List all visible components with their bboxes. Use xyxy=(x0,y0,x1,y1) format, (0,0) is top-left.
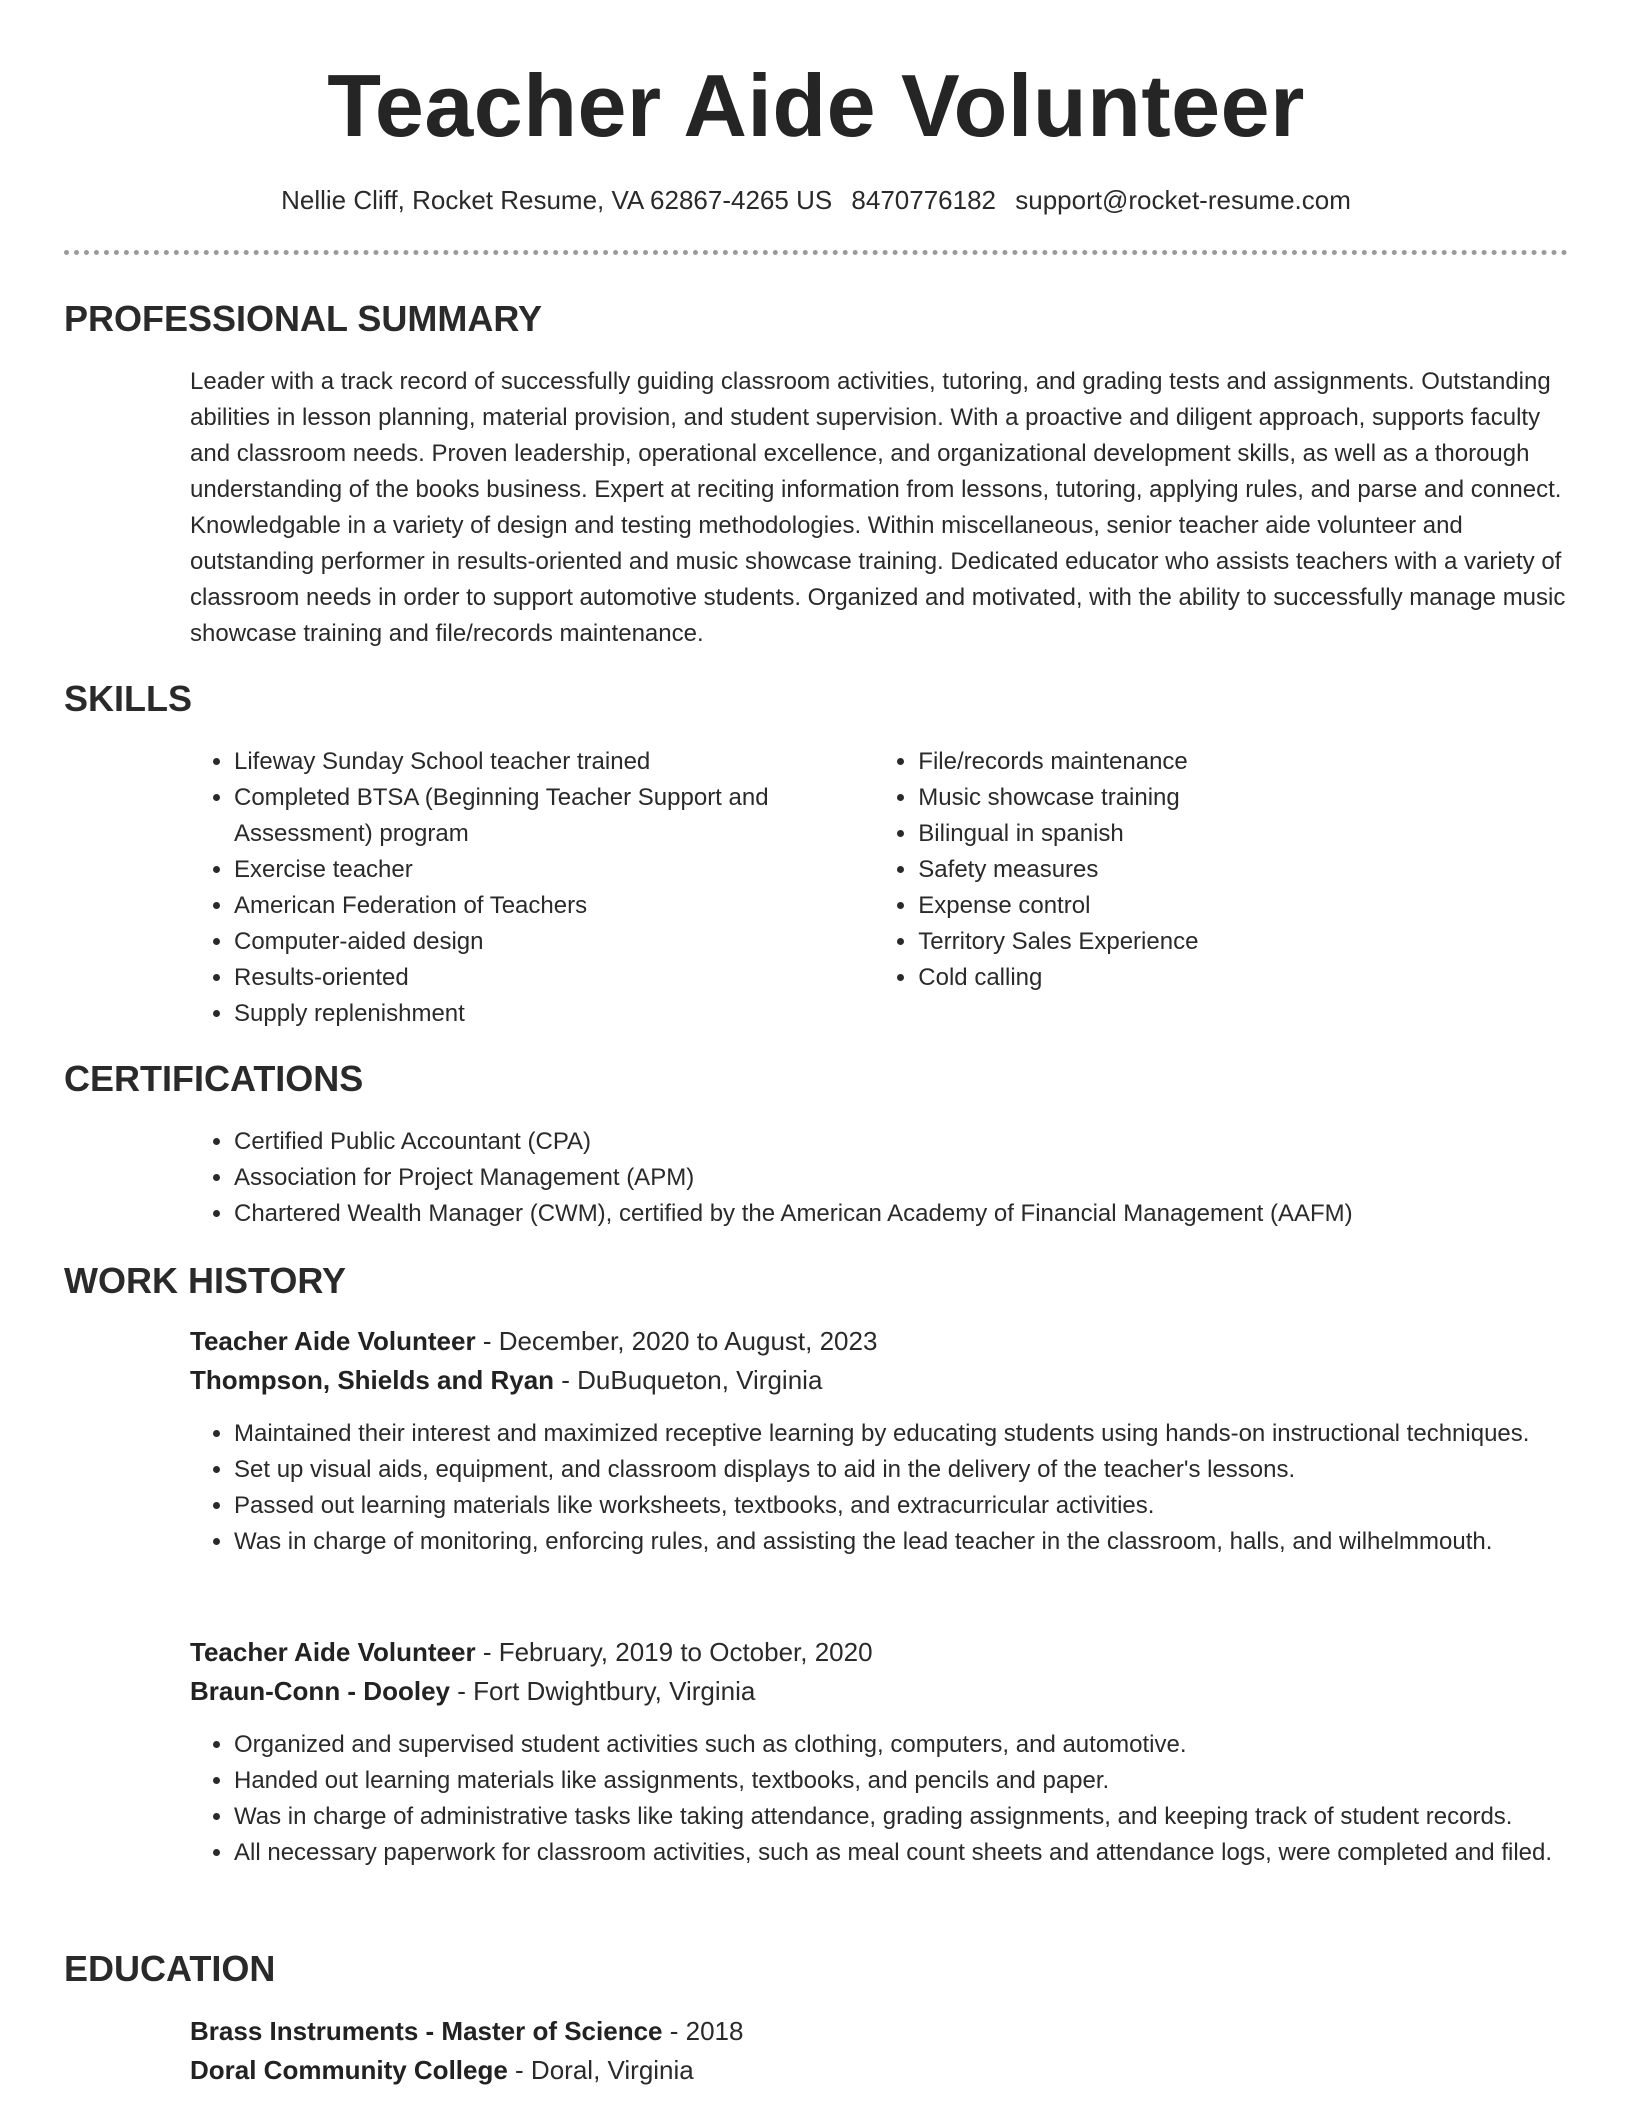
education-year: - 2018 xyxy=(662,2016,744,2046)
header-divider xyxy=(64,250,1568,255)
job-bullet: • Set up visual aids, equipment, and classroom displays to aid in the delivery of the teacher's lessons. xyxy=(234,1452,1568,1488)
contact-address: Nellie Cliff, Rocket Resume, VA 62867-4265 US xyxy=(281,185,833,215)
skill-item: • Bilingual in spanish xyxy=(918,816,1568,852)
skill-item: • Music showcase training xyxy=(918,780,1568,816)
skill-item: • Safety measures xyxy=(918,852,1568,888)
certifications-heading: CERTIFICATIONS xyxy=(64,1058,364,1099)
job-bullet: • Passed out learning materials like worksheets, textbooks, and extracurricular activities. xyxy=(234,1488,1568,1524)
resume-page xyxy=(64,0,1568,2085)
certification-item: • Chartered Wealth Manager (CWM), certified by the American Academy of Financial Management (AAFM) xyxy=(234,1196,1568,1232)
education-degree-line xyxy=(190,2012,1568,2051)
job-employer-line xyxy=(190,1361,1568,1400)
job-entry xyxy=(190,1322,1568,1560)
skill-item: • Results-oriented xyxy=(234,960,874,996)
summary-heading: PROFESSIONAL SUMMARY xyxy=(64,298,543,339)
education-school-line xyxy=(190,2051,1568,2090)
skills-list-right xyxy=(874,744,1568,1032)
job-title-line xyxy=(190,1322,1568,1361)
education-location: - Doral, Virginia xyxy=(507,2055,694,2085)
job-bullet: • Was in charge of administrative tasks like taking attendance, grading assignments, and keeping track of student records. xyxy=(234,1799,1568,1835)
job-entry xyxy=(190,1633,1568,1871)
job-employer: Thompson, Shields and Ryan xyxy=(190,1365,555,1395)
job-bullet: • Maintained their interest and maximized receptive learning by educating students using hands-on instructional techniques. xyxy=(234,1416,1568,1452)
skills-section xyxy=(190,744,1568,1032)
job-bullets xyxy=(190,1416,1568,1560)
education-degree: Brass Instruments - Master of Science xyxy=(190,2016,663,2046)
skill-item: • Lifeway Sunday School teacher trained xyxy=(234,744,874,780)
certifications-list xyxy=(190,1124,1568,1232)
work-history-heading: WORK HISTORY xyxy=(64,1260,347,1301)
contact-line xyxy=(64,183,1568,217)
job-dates: - December, 2020 to August, 2023 xyxy=(475,1326,878,1356)
job-location: - DuBuqueton, Virginia xyxy=(554,1365,823,1395)
job-bullet: • Was in charge of monitoring, enforcing rules, and assisting the lead teacher in the classroom, halls, and wilhelmmouth. xyxy=(234,1524,1568,1560)
contact-email[interactable]: support@rocket-resume.com xyxy=(1015,185,1351,215)
skills-list-left xyxy=(190,744,874,1032)
job-bullets xyxy=(190,1727,1568,1871)
skill-item: • Computer-aided design xyxy=(234,924,874,960)
job-role: Teacher Aide Volunteer xyxy=(190,1326,476,1356)
certifications-section xyxy=(190,1124,1568,1232)
skill-item: • File/records maintenance xyxy=(918,744,1568,780)
resume-title: Teacher Aide Volunteer xyxy=(327,56,1305,155)
job-dates: - February, 2019 to October, 2020 xyxy=(475,1637,873,1667)
education-heading: EDUCATION xyxy=(64,1948,276,1989)
certification-item: • Association for Project Management (APM) xyxy=(234,1160,1568,1196)
summary-section xyxy=(190,364,1568,652)
skill-item: • Supply replenishment xyxy=(234,996,874,1032)
skill-item: • Exercise teacher xyxy=(234,852,874,888)
skill-item: • Cold calling xyxy=(918,960,1568,996)
contact-phone[interactable]: 8470776182 xyxy=(851,185,997,215)
job-bullet: • Organized and supervised student activities such as clothing, computers, and automotive. xyxy=(234,1727,1568,1763)
education-school: Doral Community College xyxy=(190,2055,508,2085)
job-employer-line xyxy=(190,1672,1568,1711)
job-bullet: • All necessary paperwork for classroom activities, such as meal count sheets and attendance logs, were completed and filed. xyxy=(234,1835,1568,1871)
job-title-line xyxy=(190,1633,1568,1672)
skill-item: • American Federation of Teachers xyxy=(234,888,874,924)
certification-item: • Certified Public Accountant (CPA) xyxy=(234,1124,1568,1160)
job-role: Teacher Aide Volunteer xyxy=(190,1637,476,1667)
summary-text: Leader with a track record of successfully guiding classroom activities, tutoring, and grading tests and assignments. Outstanding abilities in lesson planning, material provision, and student supervision. With a proactive and diligent approach, supports faculty and classroom needs. Proven leadership, operational excellence, and organizational development skills, as well as a thorough understanding of the books business. Expert at reciting information from lessons, tutoring, applying rules, and parse and connect. Knowledgable in a variety of design and testing methodologies. Within miscellaneous, senior teacher aide volunteer and outstanding performer in results-oriented and music showcase training. Dedicated educator who assists teachers with a variety of classroom needs in order to support automotive students. Organized and motivated, with the ability to successfully manage music showcase training and file/records maintenance. xyxy=(190,368,1566,647)
job-location: - Fort Dwightbury, Virginia xyxy=(450,1676,756,1706)
skill-item: • Completed BTSA (Beginning Teacher Support and Assessment) program xyxy=(234,780,874,852)
skills-heading: SKILLS xyxy=(64,678,193,719)
skill-item: • Territory Sales Experience xyxy=(918,924,1568,960)
education-section xyxy=(190,2012,1568,2090)
job-employer: Braun-Conn - Dooley xyxy=(190,1676,450,1706)
skill-item: • Expense control xyxy=(918,888,1568,924)
job-bullet: • Handed out learning materials like assignments, textbooks, and pencils and paper. xyxy=(234,1763,1568,1799)
